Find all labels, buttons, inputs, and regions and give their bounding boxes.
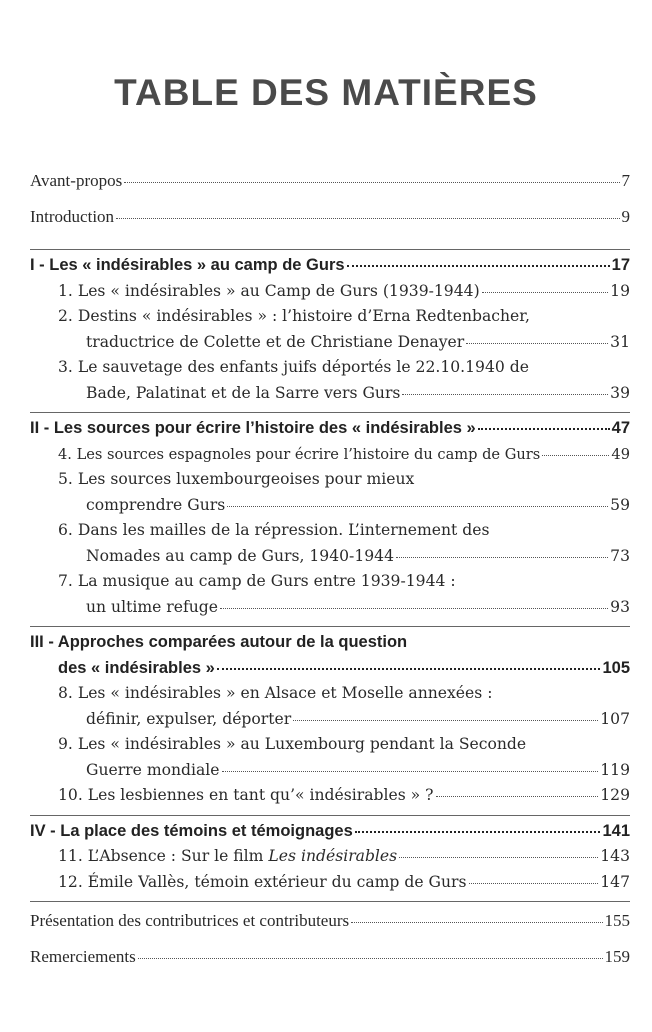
table-of-contents <box>30 168 630 969</box>
entry-title: Introduction <box>30 206 115 226</box>
toc-entry-6-line1: 6. Dans les mailles de la répression. L’internement des <box>58 521 490 539</box>
entry-title: 4. Les sources espagnoles pour écrire l’histoire du camp de Gurs <box>58 445 541 463</box>
toc-entry-8 <box>30 707 630 733</box>
entry-title: Nomades au camp de Gurs, 1940-1944 <box>86 546 395 565</box>
toc-entry-3 <box>30 381 630 407</box>
toc-entry-avant-propos <box>30 168 630 194</box>
dot-leader <box>124 182 619 183</box>
section-title: IV - La place des témoins et témoignages <box>30 821 353 840</box>
entry-page: 147 <box>600 872 630 891</box>
entry-title: traductrice de Colette et de Christiane Denayer <box>86 332 465 351</box>
section-heading-2 <box>30 416 630 442</box>
dot-leader <box>355 831 601 833</box>
toc-entry-9 <box>30 758 630 784</box>
entry-page: 49 <box>611 445 630 463</box>
toc-entry-5 <box>30 493 630 519</box>
dot-leader <box>227 506 608 507</box>
entry-title: 12. Émile Vallès, témoin extérieur du camp de Gurs <box>58 872 467 891</box>
toc-entry-11 <box>30 844 630 870</box>
dot-leader <box>217 668 601 670</box>
dot-leader <box>138 958 603 959</box>
toc-entry-12 <box>30 870 630 896</box>
entry-title: définir, expulser, déporter <box>86 709 292 728</box>
dot-leader <box>478 428 610 430</box>
entry-title <box>58 844 397 870</box>
entry-title: Présentation des contributrices et contributeurs <box>30 911 350 930</box>
section-heading-1 <box>30 253 630 279</box>
entry-title: Remerciements <box>30 946 136 966</box>
toc-entry-7-line1: 7. La musique au camp de Gurs entre 1939-1944 : <box>58 572 456 590</box>
section-page: 141 <box>602 821 630 840</box>
toc-entry-10 <box>30 783 630 809</box>
dot-leader <box>436 796 599 797</box>
section-title: I - Les « indésirables » au camp de Gurs <box>30 256 345 274</box>
toc-entry-5-line1: 5. Les sources luxembourgeoises pour mieux <box>58 470 415 488</box>
dot-leader <box>469 883 599 884</box>
toc-entry-remerciements <box>30 944 630 970</box>
dot-leader <box>402 394 608 395</box>
toc-entry-6 <box>30 544 630 570</box>
toc-entry-2 <box>30 330 630 356</box>
toc-entry-introduction <box>30 204 630 230</box>
section-title: des « indésirables » <box>58 658 215 677</box>
entry-page: 7 <box>621 171 630 190</box>
dot-leader <box>351 922 602 923</box>
entry-title: 1. Les « indésirables » au Camp de Gurs (1939-1944) <box>58 281 480 300</box>
section-heading-3-line1: III - Approches comparées autour de la question <box>30 633 408 651</box>
entry-page: 93 <box>610 597 630 616</box>
dot-leader <box>116 218 619 219</box>
entry-page: 9 <box>621 206 630 226</box>
dot-leader <box>396 557 608 558</box>
entry-title: Guerre mondiale <box>86 760 220 779</box>
dot-leader <box>293 720 598 721</box>
entry-page: 73 <box>610 546 630 565</box>
dot-leader <box>542 455 609 456</box>
entry-title: un ultime refuge <box>86 597 219 616</box>
dot-leader <box>222 771 599 772</box>
toc-entry-7 <box>30 595 630 621</box>
section-title: II - Les sources pour écrire l’histoire des « indésirables » <box>30 419 476 437</box>
section-heading-3 <box>30 656 630 682</box>
section-page: 47 <box>611 419 630 437</box>
entry-title: comprendre Gurs <box>86 495 226 514</box>
entry-title: Bade, Palatinat et de la Sarre vers Gurs <box>86 383 401 402</box>
toc-entry-8-line1: 8. Les « indésirables » en Alsace et Moselle annexées : <box>58 684 493 702</box>
toc-entry-2-line1: 2. Destins « indésirables » : l’histoire d’Erna Redtenbacher, <box>58 307 530 325</box>
toc-entry-1 <box>30 279 630 305</box>
film-title: Les indésirables <box>268 847 398 865</box>
entry-title: 10. Les lesbiennes en tant qu’« indésirables » ? <box>58 786 434 804</box>
section-page: 17 <box>611 256 630 274</box>
dot-leader <box>466 343 608 344</box>
toc-entry-3-line1: 3. Le sauvetage des enfants juifs déportés le 22.10.1940 de <box>58 358 529 376</box>
entry-page: 59 <box>610 495 630 514</box>
section-heading-4 <box>30 819 630 845</box>
dot-leader <box>220 608 608 609</box>
dot-leader <box>399 857 598 858</box>
entry-page: 143 <box>600 847 630 865</box>
section-page: 105 <box>602 658 630 677</box>
page-title: TABLE DES MATIÈRES <box>114 72 538 113</box>
entry-page: 155 <box>604 911 630 930</box>
entry-page: 39 <box>610 383 630 402</box>
toc-entry-9-line1: 9. Les « indésirables » au Luxembourg pendant la Seconde <box>58 735 527 753</box>
dot-leader <box>482 292 609 293</box>
entry-page: 129 <box>600 786 630 804</box>
entry-page: 31 <box>610 332 630 351</box>
entry-title: Avant-propos <box>30 171 123 190</box>
entry-page: 107 <box>600 709 630 728</box>
dot-leader <box>347 265 610 267</box>
toc-entry-presentation <box>30 908 630 934</box>
entry-page: 159 <box>604 946 630 966</box>
entry-page: 19 <box>610 281 630 300</box>
entry-page: 119 <box>600 760 630 779</box>
entry-title-prefix: 11. L’Absence : Sur le film <box>58 847 269 865</box>
toc-entry-4 <box>30 442 630 468</box>
